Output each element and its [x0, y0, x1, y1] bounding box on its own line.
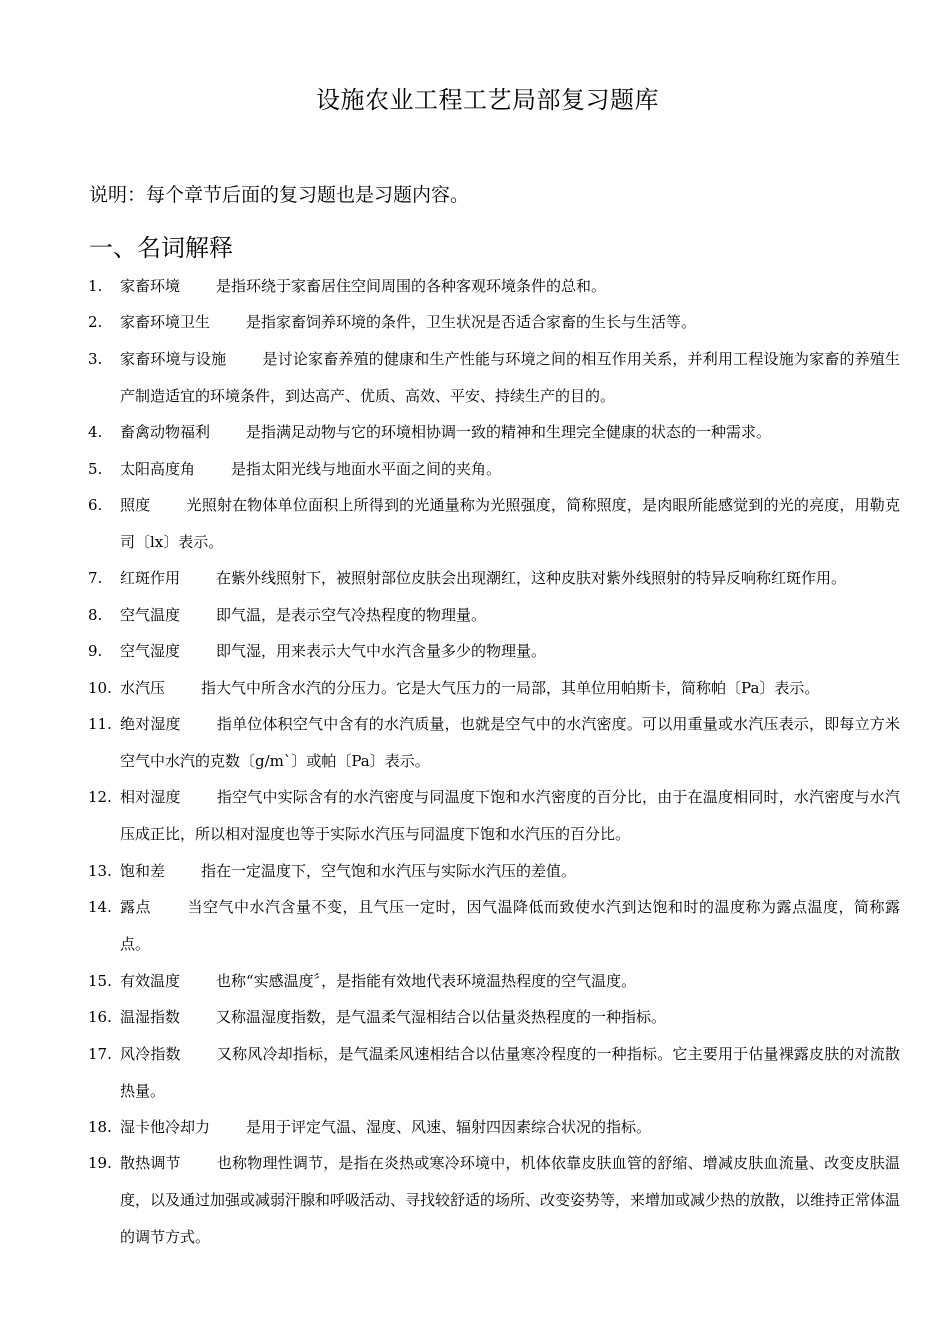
term-name: 照度 — [120, 496, 151, 515]
term-name: 家畜环境卫生 — [120, 313, 211, 332]
item-number: 9. — [88, 642, 103, 661]
term-definition: 指在一定温度下，空气饱和水汽压与实际水汽压的差值。 — [201, 861, 577, 880]
term-list-item — [88, 341, 900, 415]
item-number: 19. — [88, 1154, 112, 1173]
term-definition: 在紫外线照射下，被照射部位皮肤会出现潮红，这种皮肤对紫外线照射的特异反响称红斑作用。 — [216, 569, 847, 588]
term-definition: 是指满足动物与它的环境相协调一致的精神和生理完全健康的状态的一种需求。 — [246, 423, 772, 442]
term-list-item — [88, 1109, 900, 1146]
item-number: 14. — [88, 898, 112, 917]
term-definition: 是指环绕于家畜居住空间周围的各种客观环境条件的总和。 — [216, 277, 607, 295]
term-list-item — [88, 560, 900, 597]
term-definition: 当空气中水汽含量不变，且气压一定时，因气温降低而致使水汽到达饱和时的温度称为露点温度，简称露点。 — [120, 898, 900, 954]
term-definition: 也称物理性调节，是指在炎热或寒冷环境中，机体依靠皮肤血管的舒缩、增减皮肤血流量、改变皮肤温度，以及通过加强或减弱汗腺和呼吸活动、寻找较舒适的场所、改变姿势等，来增加或减少热的放散，以维持正常体温的调节方式。 — [120, 1154, 901, 1247]
term-definition: 是指太阳光线与地面水平面之间的夹角。 — [231, 459, 502, 478]
term-list-item — [88, 451, 900, 488]
term-list-item — [88, 853, 900, 890]
instruction-note: 说明：每个章节后面的复习题也是习题内容。 — [89, 184, 470, 206]
term-list-item — [88, 597, 900, 634]
term-name: 绝对湿度 — [120, 715, 181, 734]
section-heading: 一、名词解释 — [89, 234, 233, 262]
item-number: 17. — [88, 1044, 112, 1063]
item-number: 3. — [88, 349, 103, 368]
term-definition: 也称“实感温度〞，是指能有效地代表环境温热程度的空气温度。 — [216, 971, 637, 990]
term-list-item — [88, 1145, 900, 1256]
item-number: 12. — [88, 788, 112, 807]
term-name: 空气温度 — [120, 605, 181, 624]
term-name: 家畜环境与设施 — [120, 349, 227, 368]
term-name: 湿卡他冷却力 — [120, 1117, 211, 1136]
term-definition: 指大气中所含水汽的分压力。它是大气压力的一局部，其单位用帕斯卡，简称帕〔Pa〕表示。 — [201, 678, 820, 697]
term-list-item — [88, 487, 900, 561]
term-list-item — [88, 268, 900, 305]
term-list-item — [88, 1036, 900, 1110]
term-name: 家畜环境 — [120, 277, 181, 295]
item-number: 1. — [88, 277, 103, 295]
term-name: 露点 — [120, 898, 151, 917]
term-list-item — [88, 779, 900, 853]
term-definition: 又称风冷却指标，是气温柔风速相结合以估量寒冷程度的一种指标。它主要用于估量裸露皮肤的对流散热量。 — [120, 1044, 900, 1100]
term-definition: 又称温湿度指数，是气温柔气湿相结合以估量炎热程度的一种指标。 — [216, 1008, 667, 1027]
term-definition: 是用于评定气温、湿度、风速、辐射四因素综合状况的指标。 — [246, 1117, 652, 1136]
item-number: 7. — [88, 569, 103, 588]
item-number: 11. — [88, 715, 112, 734]
item-number: 5. — [88, 459, 103, 478]
item-number: 15. — [88, 971, 112, 990]
term-name: 饱和差 — [120, 861, 166, 880]
term-list-item — [88, 963, 900, 1000]
term-list-item — [88, 889, 900, 963]
item-number: 8. — [88, 605, 103, 624]
term-definition: 是指家畜饲养环境的条件，卫生状况是否适合家畜的生长与生活等。 — [246, 313, 697, 332]
term-name: 畜禽动物福利 — [120, 423, 211, 442]
term-name: 水汽压 — [120, 678, 166, 697]
item-number: 4. — [88, 423, 103, 442]
item-number: 6. — [88, 496, 103, 515]
item-number: 13. — [88, 861, 112, 880]
term-definition: 光照射在物体单位面积上所得到的光通量称为光照强度，简称照度，是肉眼所能感觉到的光的亮度，用勒克司〔lx〕表示。 — [120, 496, 900, 552]
term-list — [88, 268, 900, 1256]
term-name: 温湿指数 — [120, 1008, 181, 1027]
term-list-item — [88, 706, 900, 780]
term-name: 太阳高度角 — [120, 459, 196, 478]
item-number: 18. — [88, 1117, 112, 1136]
term-definition: 指空气中实际含有的水汽密度与同温度下饱和水汽密度的百分比，由于在温度相同时，水汽密度与水汽压成正比，所以相对湿度也等于实际水汽压与同温度下饱和水汽压的百分比。 — [120, 788, 900, 844]
term-name: 空气湿度 — [120, 642, 181, 661]
term-name: 有效温度 — [120, 971, 181, 990]
document-title: 设施农业工程工艺局部复习题库 — [316, 86, 659, 114]
term-definition: 是讨论家畜养殖的健康和生产性能与环境之间的相互作用关系，并利用工程设施为家畜的养殖生产制造适宜的环境条件，到达高产、优质、高效、平安、持续生产的目的。 — [120, 349, 900, 405]
term-list-item — [88, 414, 900, 451]
term-list-item — [88, 633, 900, 670]
item-number: 10. — [88, 678, 112, 697]
term-list-item — [88, 670, 900, 707]
term-name: 红斑作用 — [120, 569, 181, 588]
term-definition: 即气湿，用来表示大气中水汽含量多少的物理量。 — [216, 642, 547, 661]
term-name: 散热调节 — [120, 1154, 181, 1173]
term-list-item — [88, 304, 900, 341]
term-definition: 指单位体积空气中含有的水汽质量，也就是空气中的水汽密度。可以用重量或水汽压表示，即每立方米空气中水汽的克数〔g/m`〕或帕〔Pa〕表示。 — [120, 715, 900, 771]
term-name: 风冷指数 — [120, 1044, 181, 1063]
item-number: 16. — [88, 1008, 112, 1027]
item-number: 2. — [88, 313, 103, 332]
term-definition: 即气温，是表示空气冷热程度的物理量。 — [216, 605, 487, 624]
term-list-item — [88, 999, 900, 1036]
term-name: 相对湿度 — [120, 788, 181, 807]
